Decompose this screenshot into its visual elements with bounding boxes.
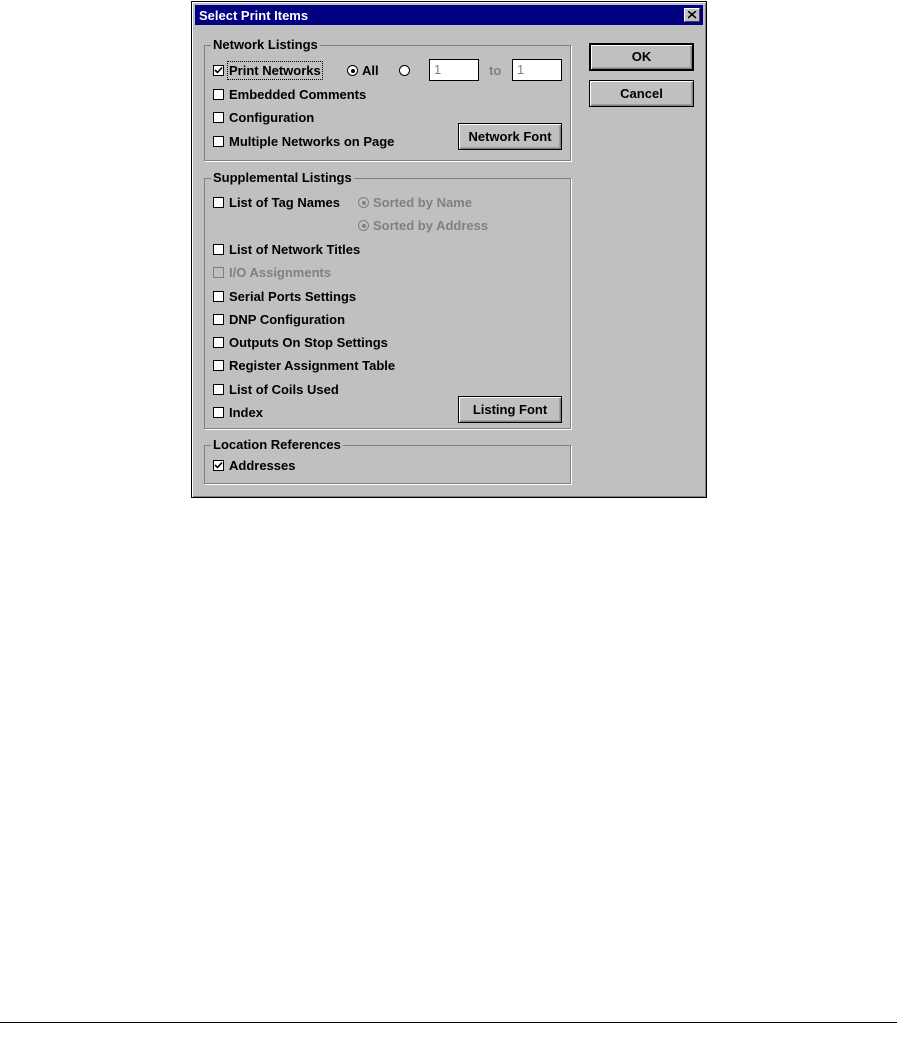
checkbox-empty-icon: [213, 112, 224, 123]
index-checkbox[interactable]: Index: [213, 405, 263, 421]
radio-selected-icon: [347, 65, 358, 76]
listing-font-button[interactable]: Listing Font: [458, 396, 562, 423]
io-assignments-checkbox[interactable]: I/O Assignments: [213, 265, 331, 281]
checkbox-empty-icon: [213, 314, 224, 325]
addresses-checkbox[interactable]: Addresses: [213, 458, 295, 474]
outputs-on-stop-checkbox[interactable]: Outputs On Stop Settings: [213, 335, 388, 351]
radio-empty-icon: [399, 65, 410, 76]
configuration-checkbox[interactable]: Configuration: [213, 110, 314, 126]
close-icon[interactable]: [684, 8, 700, 22]
register-assignment-checkbox[interactable]: Register Assignment Table: [213, 358, 395, 374]
network-titles-checkbox[interactable]: List of Network Titles: [213, 242, 360, 258]
radio-selected-disabled-icon: [358, 197, 369, 208]
multiple-networks-checkbox[interactable]: Multiple Networks on Page: [213, 134, 394, 150]
page-bottom-rule: [0, 1022, 897, 1023]
select-print-items-dialog: [191, 1, 707, 498]
serial-ports-checkbox[interactable]: Serial Ports Settings: [213, 289, 356, 305]
range-custom-radio[interactable]: [399, 63, 414, 79]
checkbox-empty-icon: [213, 407, 224, 418]
cancel-button[interactable]: Cancel: [589, 80, 694, 107]
network-font-button[interactable]: Network Font: [458, 123, 562, 150]
network-listings-label: Network Listings: [213, 37, 318, 52]
location-references-label: Location References: [213, 437, 341, 452]
checkbox-checked-icon: [213, 460, 224, 471]
title-bar[interactable]: [195, 5, 703, 25]
checkbox-empty-icon: [213, 360, 224, 371]
checkbox-checked-icon: [213, 65, 224, 76]
embedded-comments-checkbox[interactable]: Embedded Comments: [213, 87, 366, 103]
coils-used-checkbox[interactable]: List of Coils Used: [213, 382, 339, 398]
checkbox-empty-icon: [213, 89, 224, 100]
checkbox-empty-icon: [213, 337, 224, 348]
ok-button[interactable]: OK: [589, 43, 694, 71]
range-to-label: to: [489, 63, 502, 78]
checkbox-empty-icon: [213, 244, 224, 255]
sorted-by-name-radio[interactable]: Sorted by Name: [358, 195, 472, 211]
range-from-input[interactable]: 1: [429, 59, 479, 81]
radio-selected-disabled-icon: [358, 220, 369, 231]
dialog-title: Select Print Items: [199, 8, 309, 23]
print-networks-checkbox[interactable]: Print Networks: [213, 63, 321, 79]
checkbox-empty-icon: [213, 136, 224, 147]
checkbox-empty-icon: [213, 384, 224, 395]
checkbox-disabled-icon: [213, 267, 224, 278]
range-to-input[interactable]: 1: [512, 59, 562, 81]
dnp-configuration-checkbox[interactable]: DNP Configuration: [213, 312, 345, 328]
checkbox-empty-icon: [213, 291, 224, 302]
supplemental-listings-label: Supplemental Listings: [213, 170, 352, 185]
range-all-radio[interactable]: All: [347, 63, 379, 79]
checkbox-empty-icon: [213, 197, 224, 208]
sorted-by-address-radio[interactable]: Sorted by Address: [358, 218, 488, 234]
tag-names-checkbox[interactable]: List of Tag Names: [213, 195, 340, 211]
